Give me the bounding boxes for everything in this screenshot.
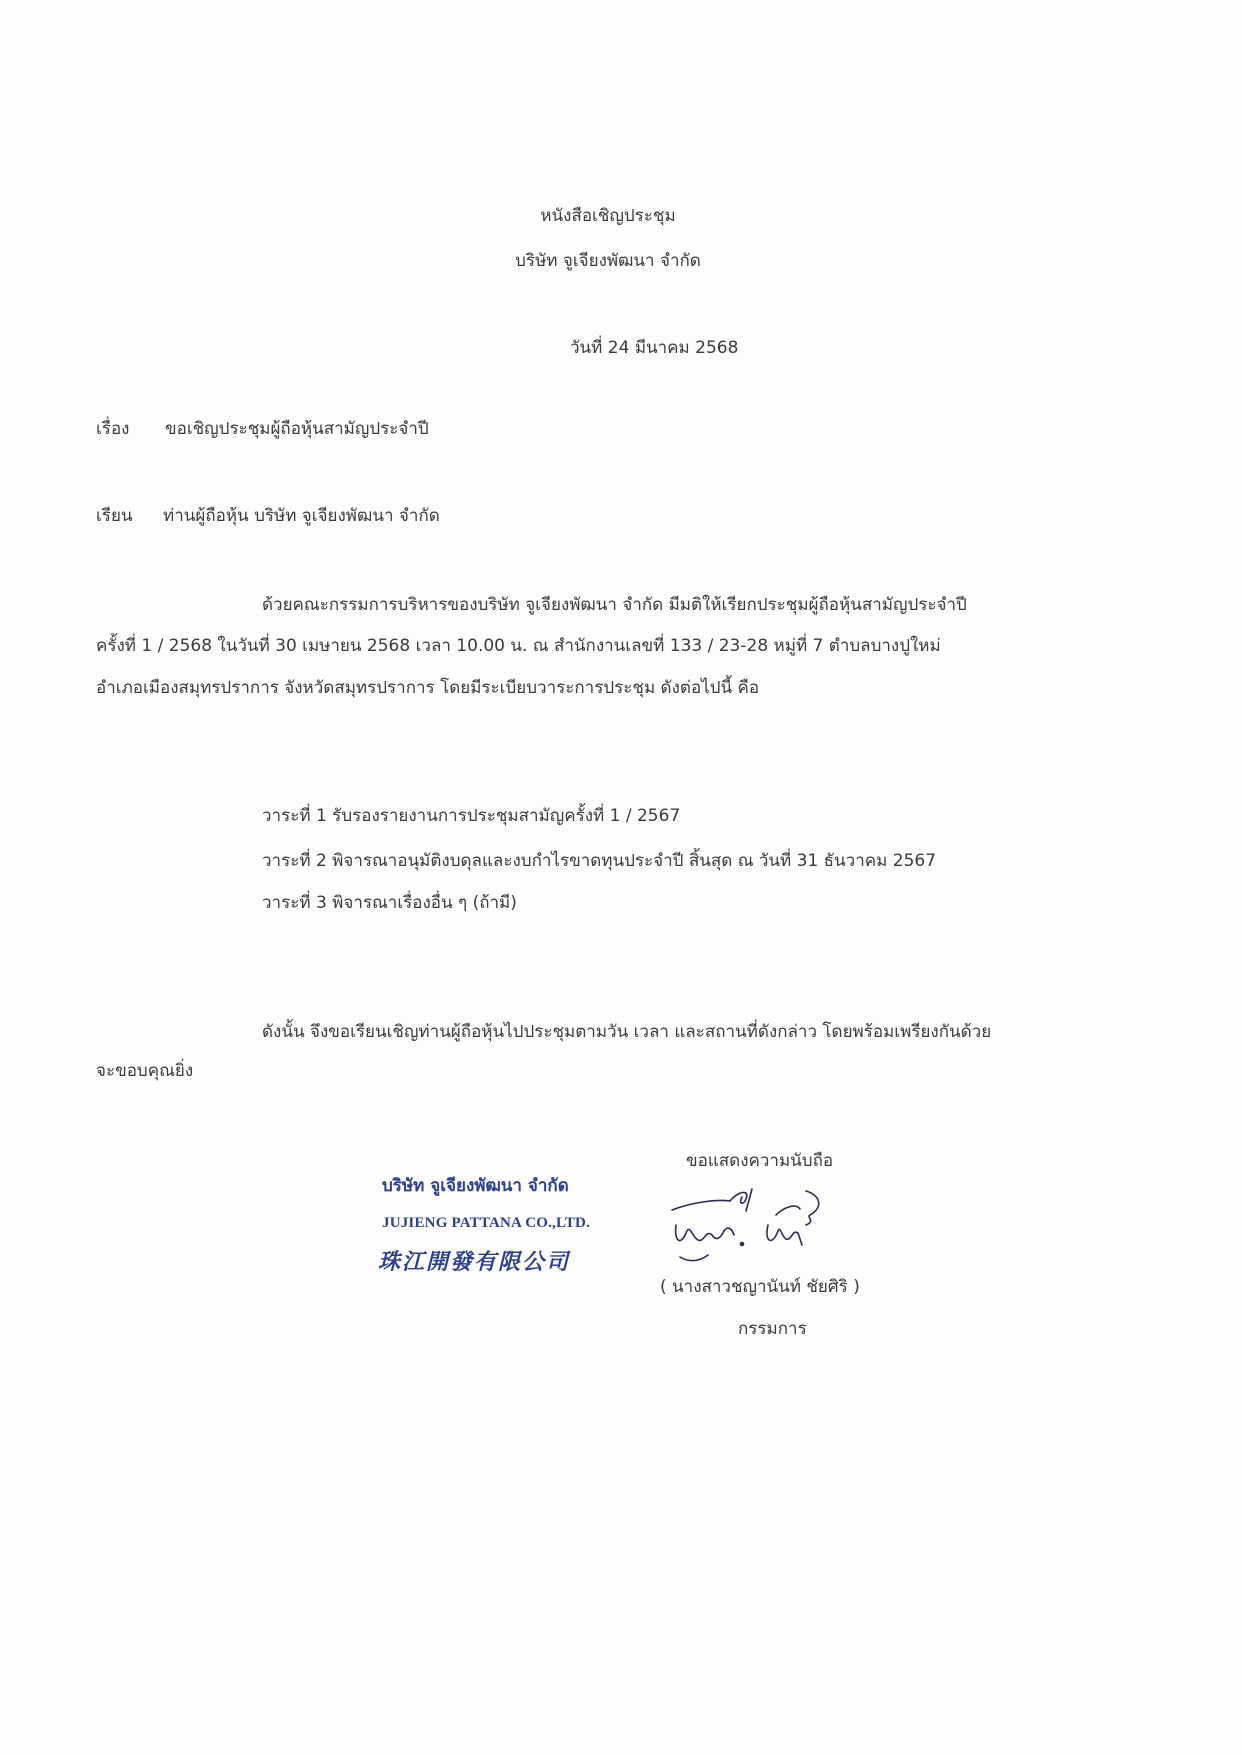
handwritten-signature [660,1185,860,1265]
body-line-2: ครั้งที่ 1 / 2568 ในวันที่ 30 เมษายน 2568 เวลา 10.00 น. ณ สำนักงานเลขที่ 133 / 23-28 หมู่ที่ 7 ตำบลบางปูใหม่ [96,636,941,656]
signatory-name: ( นางสาวชญานันท์ ชัยศิริ ) [660,1277,860,1297]
agenda-item: วาระที่ 2 พิจารณาอนุมัติงบดุลและงบกำไรขาดทุนประจำปี สิ้นสุด ณ วันที่ 31 ธันวาคม 2567 [262,851,937,871]
stamp-thai-name: บริษัท จูเจียงพัฒนา จำกัด [382,1176,569,1196]
agenda-item: วาระที่ 3 พิจารณาเรื่องอื่น ๆ (ถ้ามี) [262,893,517,913]
closing-line-1: ดังนั้น จึงขอเรียนเชิญท่านผู้ถือหุ้นไปประชุมตามวัน เวลา และสถานที่ดังกล่าว โดยพร้อมเพรียงกันด้วย [262,1022,992,1042]
regards-text: ขอแสดงความนับถือ [686,1151,834,1171]
recipient-label: เรียน [96,506,133,526]
body-line-3: อำเภอเมืองสมุทรปราการ จังหวัดสมุทรปราการ โดยมีระเบียบวาระการประชุม ดังต่อไปนี้ คือ [96,678,760,698]
body-line-1: ด้วยคณะกรรมการบริหารของบริษัท จูเจียงพัฒนา จำกัด มีมติให้เรียกประชุมผู้ถือหุ้นสามัญประจำปี [262,595,967,615]
signatory-position: กรรมการ [738,1319,807,1339]
stamp-chinese-name: 珠江開發有限公司 [378,1249,571,1275]
subject-text: ขอเชิญประชุมผู้ถือหุ้นสามัญประจำปี [165,419,429,439]
stamp-english-name: JUJIENG PATTANA CO.,LTD. [382,1215,591,1231]
letter-date: วันที่ 24 มีนาคม 2568 [570,338,739,358]
agenda-item: วาระที่ 1 รับรองรายงานการประชุมสามัญครั้งที่ 1 / 2567 [262,806,681,826]
subject-label: เรื่อง [96,419,130,439]
recipient-text: ท่านผู้ถือหุ้น บริษัท จูเจียงพัฒนา จำกัด [163,506,440,526]
closing-line-2: จะขอบคุณยิ่ง [96,1061,194,1081]
letter-title: หนังสือเชิญประชุม [540,206,676,226]
company-heading: บริษัท จูเจียงพัฒนา จำกัด [515,251,701,271]
